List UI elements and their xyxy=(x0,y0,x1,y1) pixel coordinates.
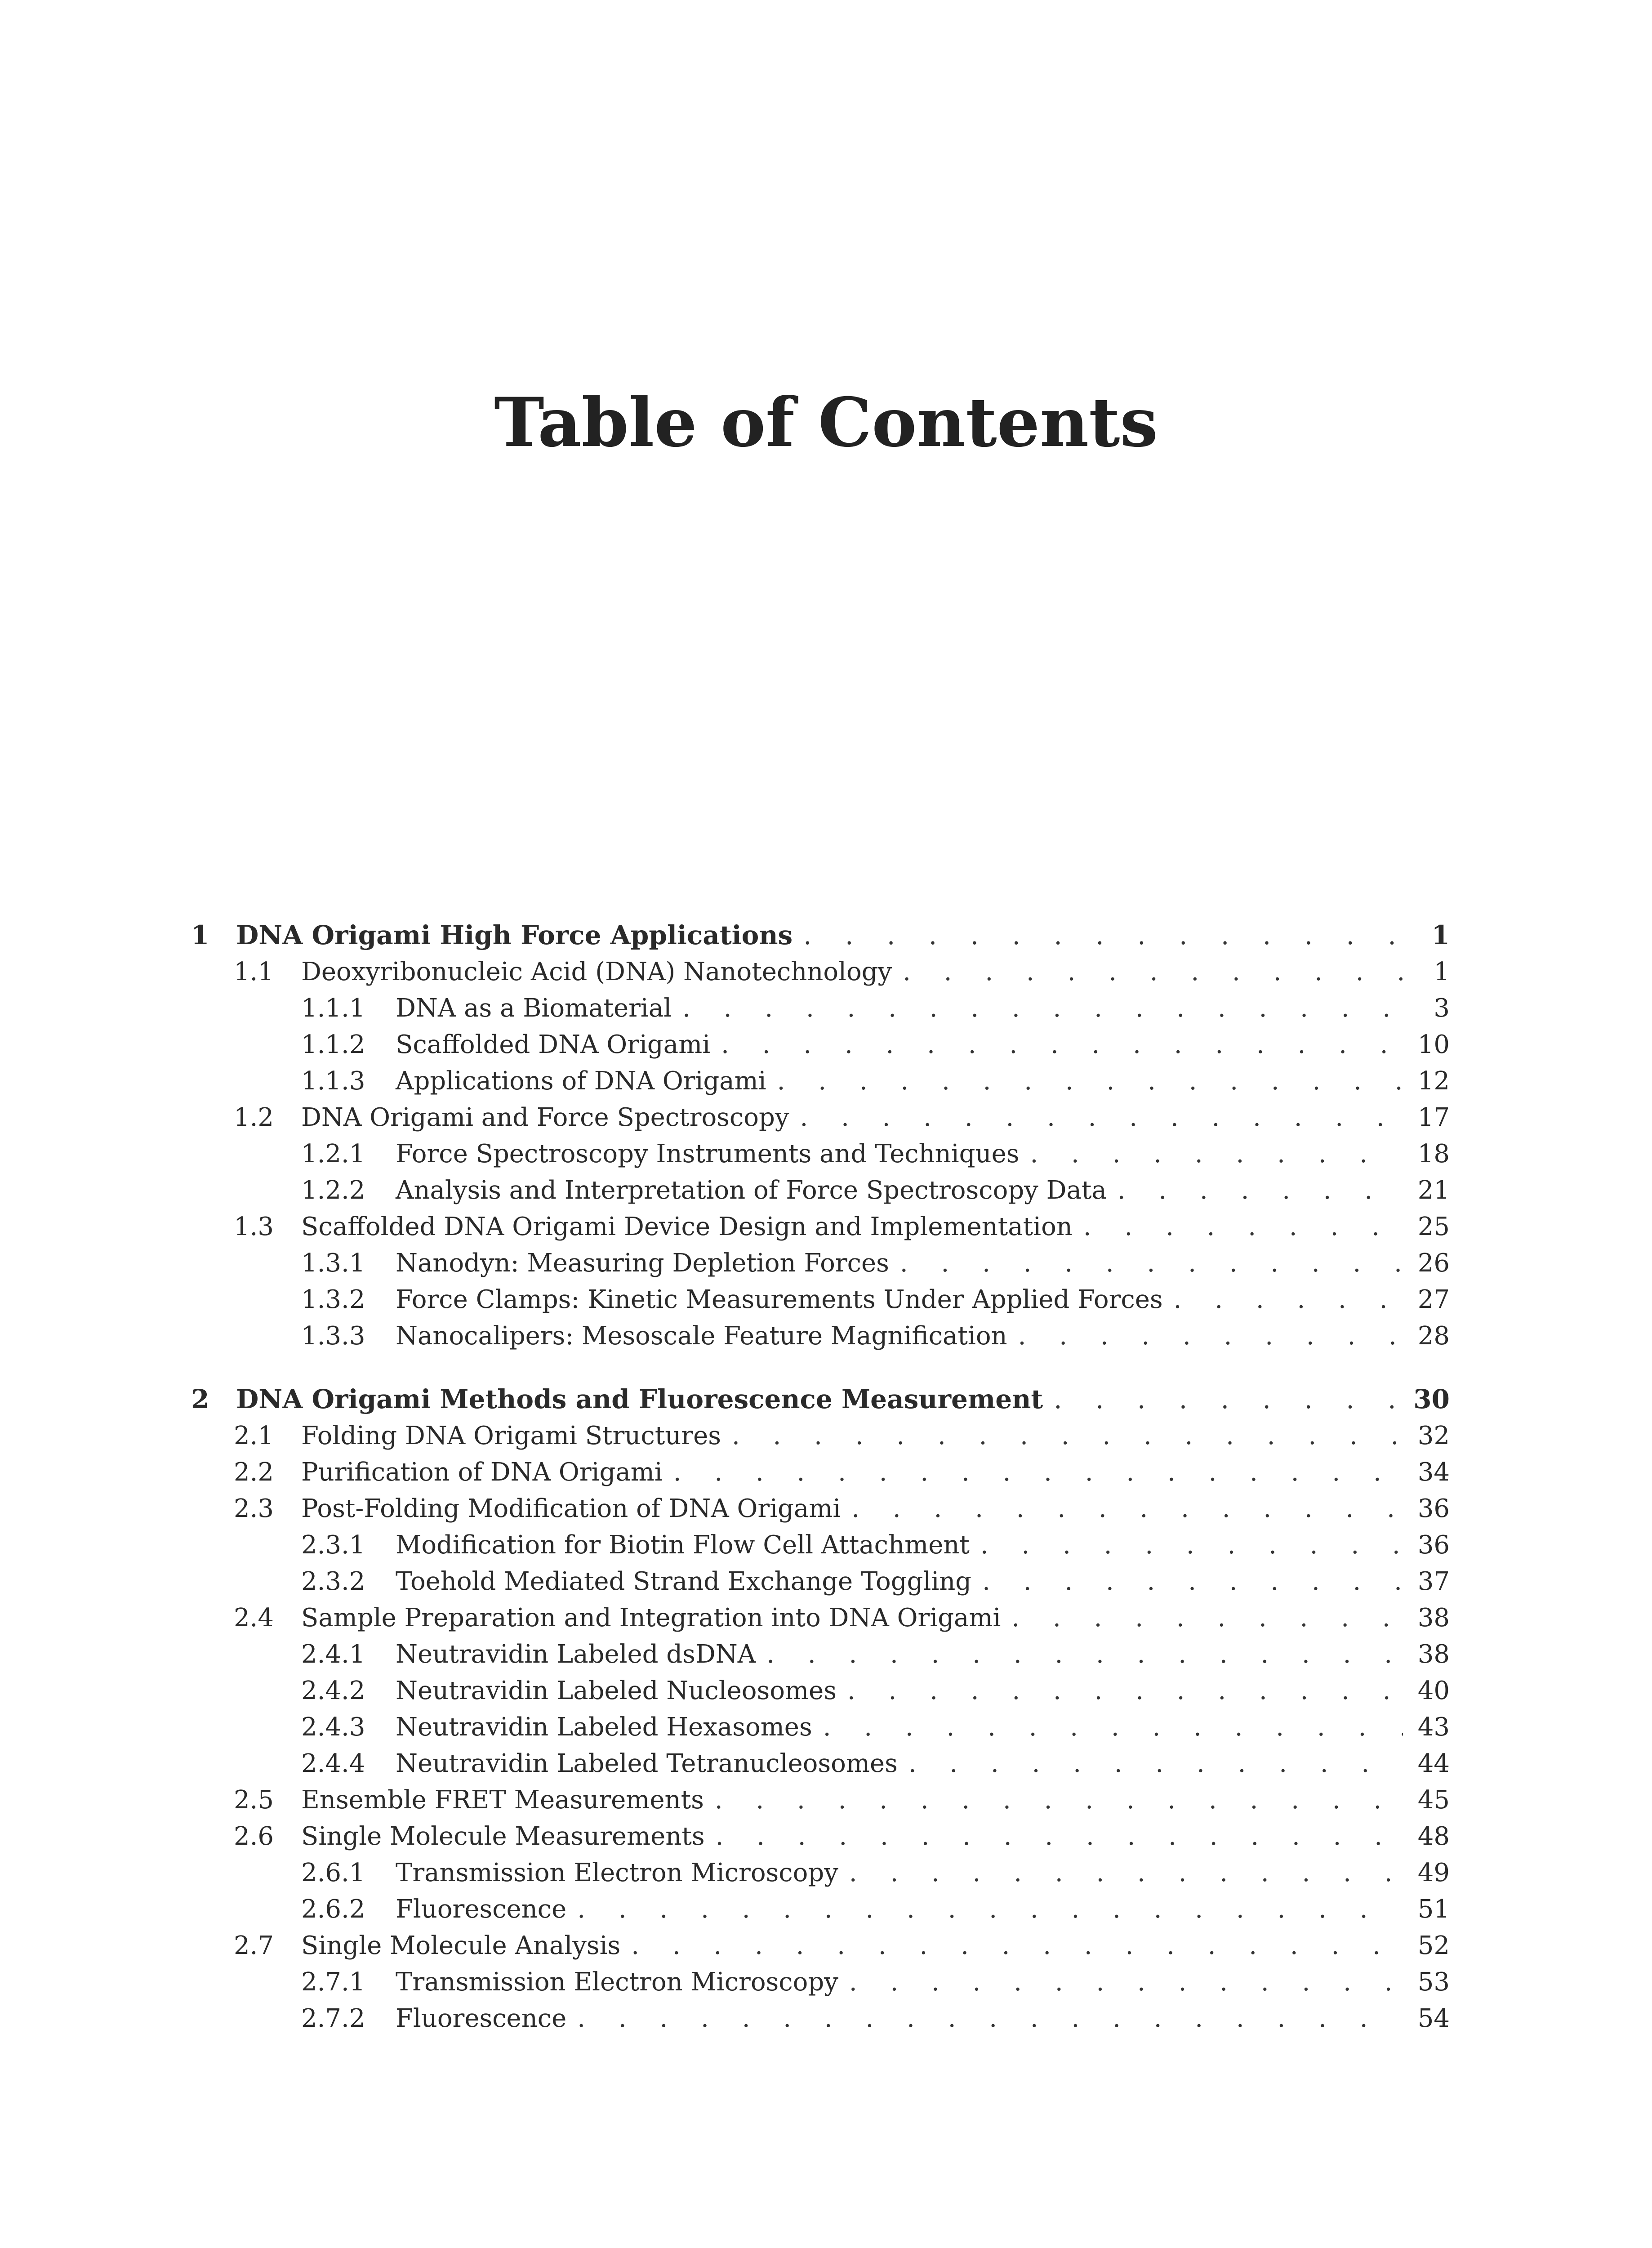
toc-entry-title: Transmission Electron Microscopy xyxy=(396,1858,838,1887)
toc-entry-number: 2.4.3 xyxy=(301,1713,365,1742)
toc-entry-title: Single Molecule Measurements xyxy=(301,1822,705,1851)
toc-dot-leader xyxy=(803,917,1403,954)
toc-entry-number: 1.2 xyxy=(234,1103,274,1132)
toc-dot-leader xyxy=(1083,1209,1403,1245)
toc-entry[interactable] xyxy=(191,1099,1450,1136)
toc-entry-page-number: 12 xyxy=(1417,1066,1450,1096)
toc-entry-title: Force Spectroscopy Instruments and Techniques xyxy=(396,1139,1020,1169)
toc-entry[interactable] xyxy=(191,954,1450,990)
page-title: Table of Contents xyxy=(494,383,1158,462)
toc-entry[interactable] xyxy=(191,917,1450,954)
toc-entry-page-number: 27 xyxy=(1417,1285,1450,1314)
toc-entry[interactable] xyxy=(191,1172,1450,1209)
toc-entry-page-number: 30 xyxy=(1413,1384,1450,1414)
toc-entry-page-number: 25 xyxy=(1417,1212,1450,1241)
toc-entry-page-number: 28 xyxy=(1417,1321,1450,1351)
toc-entry-page-number: 44 xyxy=(1417,1749,1450,1778)
toc-entry-title: Modification for Biotin Flow Cell Attachment xyxy=(396,1530,970,1560)
toc-entry-page-number: 53 xyxy=(1417,1967,1450,1997)
table-of-contents xyxy=(191,917,1450,2037)
toc-entry-page-number: 36 xyxy=(1417,1530,1450,1560)
toc-entry[interactable] xyxy=(191,1527,1450,1563)
toc-dot-leader xyxy=(823,1709,1403,1745)
toc-entry-number: 2.4.1 xyxy=(301,1640,365,1669)
toc-dot-leader xyxy=(800,1099,1403,1136)
toc-entry-number: 2.2 xyxy=(234,1458,274,1487)
toc-entry[interactable] xyxy=(191,2000,1450,2037)
toc-entry-page-number: 38 xyxy=(1417,1640,1450,1669)
toc-dot-leader xyxy=(903,954,1403,990)
toc-dot-leader xyxy=(766,1636,1403,1673)
toc-entry-page-number: 32 xyxy=(1417,1421,1450,1450)
toc-entry[interactable] xyxy=(191,1600,1450,1636)
toc-dot-leader xyxy=(849,1964,1403,2000)
toc-entry-number: 2.4.4 xyxy=(301,1749,365,1778)
toc-entry-page-number: 21 xyxy=(1417,1176,1450,1205)
toc-entry-number: 2 xyxy=(191,1384,209,1414)
toc-entry-title: Purification of DNA Origami xyxy=(301,1458,663,1487)
toc-entry-number: 1.3.2 xyxy=(301,1285,365,1314)
toc-entry-number: 2.7.1 xyxy=(301,1967,365,1997)
toc-entry[interactable] xyxy=(191,1318,1450,1354)
toc-entry[interactable] xyxy=(191,1782,1450,1818)
toc-dot-leader xyxy=(631,1927,1403,1964)
toc-dot-leader xyxy=(715,1782,1403,1818)
toc-dot-leader xyxy=(1054,1381,1403,1418)
toc-dot-leader xyxy=(716,1818,1403,1855)
toc-entry[interactable] xyxy=(191,1745,1450,1782)
toc-entry-title: Applications of DNA Origami xyxy=(396,1066,766,1096)
toc-entry-number: 1.3 xyxy=(234,1212,274,1241)
toc-entry-title: Toehold Mediated Strand Exchange Toggling xyxy=(396,1567,972,1596)
toc-dot-leader xyxy=(777,1063,1403,1099)
toc-entry-title: Nanodyn: Measuring Depletion Forces xyxy=(396,1249,889,1278)
toc-entry-title: Neutravidin Labeled Nucleosomes xyxy=(396,1676,837,1705)
toc-entry-title: Ensemble FRET Measurements xyxy=(301,1785,704,1815)
toc-entry-title: Neutravidin Labeled Tetranucleosomes xyxy=(396,1749,898,1778)
toc-entry-page-number: 17 xyxy=(1417,1103,1450,1132)
toc-entry-page-number: 48 xyxy=(1417,1822,1450,1851)
toc-dot-leader xyxy=(721,1026,1403,1063)
toc-entry-page-number: 43 xyxy=(1417,1713,1450,1742)
toc-entry-title: Analysis and Interpretation of Force Spectroscopy Data xyxy=(396,1176,1107,1205)
toc-entry-number: 2.5 xyxy=(234,1785,274,1815)
toc-entry-number: 1.3.1 xyxy=(301,1249,365,1278)
toc-entry-title: Neutravidin Labeled Hexasomes xyxy=(396,1713,812,1742)
toc-entry-number: 2.3.1 xyxy=(301,1530,365,1560)
toc-entry-number: 1.1.3 xyxy=(301,1066,365,1096)
toc-entry[interactable] xyxy=(191,990,1450,1026)
toc-entry-number: 1.2.2 xyxy=(301,1176,365,1205)
toc-entry[interactable] xyxy=(191,1281,1450,1318)
toc-entry-title: DNA Origami Methods and Fluorescence Measurement xyxy=(236,1384,1043,1414)
toc-dot-leader xyxy=(851,1490,1403,1527)
toc-entry-page-number: 26 xyxy=(1417,1249,1450,1278)
toc-entry-number: 2.3 xyxy=(234,1494,274,1523)
toc-entry-title: Folding DNA Origami Structures xyxy=(301,1421,721,1450)
toc-entry-number: 2.4 xyxy=(234,1603,274,1632)
toc-entry-title: Fluorescence xyxy=(396,2004,567,2033)
toc-entry-title: Scaffolded DNA Origami Device Design and Implementation xyxy=(301,1212,1073,1241)
toc-entry[interactable] xyxy=(191,1418,1450,1454)
toc-entry-number: 1 xyxy=(191,920,209,950)
toc-entry[interactable] xyxy=(191,1891,1450,1927)
toc-entry-number: 1.2.1 xyxy=(301,1139,365,1169)
toc-entry-title: Sample Preparation and Integration into DNA Origami xyxy=(301,1603,1001,1632)
toc-entry-title: Nanocalipers: Mesoscale Feature Magnification xyxy=(396,1321,1007,1351)
toc-entry-number: 1.1.2 xyxy=(301,1030,365,1059)
toc-entry-title: Deoxyribonucleic Acid (DNA) Nanotechnology xyxy=(301,957,892,986)
toc-entry-number: 2.6 xyxy=(234,1822,274,1851)
toc-entry[interactable] xyxy=(191,1245,1450,1281)
toc-dot-leader xyxy=(732,1418,1403,1454)
toc-entry-title: DNA Origami and Force Spectroscopy xyxy=(301,1103,789,1132)
toc-entry[interactable] xyxy=(191,1209,1450,1245)
toc-entry-page-number: 40 xyxy=(1417,1676,1450,1705)
toc-entry[interactable] xyxy=(191,1490,1450,1527)
toc-entry-title: Force Clamps: Kinetic Measurements Under Applied Forces xyxy=(396,1285,1163,1314)
toc-dot-leader xyxy=(849,1855,1403,1891)
toc-entry[interactable] xyxy=(191,1136,1450,1172)
toc-entry-title: DNA as a Biomaterial xyxy=(396,994,672,1023)
toc-entry-page-number: 49 xyxy=(1417,1858,1450,1887)
toc-entry-number: 2.7 xyxy=(234,1931,274,1960)
toc-entry-page-number: 18 xyxy=(1417,1139,1450,1169)
toc-dot-leader xyxy=(577,2000,1403,2037)
toc-entry-page-number: 54 xyxy=(1417,2004,1450,2033)
toc-entry[interactable] xyxy=(191,1063,1450,1099)
toc-entry-page-number: 3 xyxy=(1434,994,1450,1023)
toc-entry-number: 1.1.1 xyxy=(301,994,365,1023)
toc-entry-number: 2.7.2 xyxy=(301,2004,365,2033)
toc-entry[interactable] xyxy=(191,1927,1450,1964)
toc-entry-page-number: 37 xyxy=(1417,1567,1450,1596)
toc-entry-number: 2.6.2 xyxy=(301,1895,365,1924)
toc-entry-number: 2.1 xyxy=(234,1421,274,1450)
toc-dot-leader xyxy=(682,990,1403,1026)
toc-dot-leader xyxy=(1011,1600,1403,1636)
toc-entry[interactable] xyxy=(191,1454,1450,1490)
toc-entry[interactable] xyxy=(191,1855,1450,1891)
toc-dot-leader xyxy=(1118,1172,1403,1209)
toc-entry-title: Post-Folding Modification of DNA Origami xyxy=(301,1494,841,1523)
toc-dot-leader xyxy=(847,1673,1403,1709)
toc-entry[interactable] xyxy=(191,1964,1450,2000)
toc-entry-title: Single Molecule Analysis xyxy=(301,1931,621,1960)
toc-dot-leader xyxy=(908,1745,1403,1782)
toc-entry-number: 1.3.3 xyxy=(301,1321,365,1351)
toc-entry-page-number: 1 xyxy=(1434,957,1450,986)
toc-entry[interactable] xyxy=(191,1563,1450,1600)
toc-entry-number: 2.3.2 xyxy=(301,1567,365,1596)
toc-dot-leader xyxy=(1030,1136,1403,1172)
toc-entry-number: 2.4.2 xyxy=(301,1676,365,1705)
toc-entry[interactable] xyxy=(191,1709,1450,1745)
toc-entry-page-number: 45 xyxy=(1417,1785,1450,1815)
toc-dot-leader xyxy=(1018,1318,1403,1354)
toc-dot-leader xyxy=(577,1891,1403,1927)
toc-entry-title: Scaffolded DNA Origami xyxy=(396,1030,711,1059)
toc-entry-page-number: 51 xyxy=(1417,1895,1450,1924)
toc-dot-leader xyxy=(900,1245,1403,1281)
toc-entry-number: 1.1 xyxy=(234,957,274,986)
toc-entry-page-number: 10 xyxy=(1417,1030,1450,1059)
toc-entry-title: Neutravidin Labeled dsDNA xyxy=(396,1640,756,1669)
toc-dot-leader xyxy=(1174,1281,1403,1318)
toc-entry-title: Fluorescence xyxy=(396,1895,567,1924)
toc-entry[interactable] xyxy=(191,1381,1450,1418)
toc-entry-page-number: 38 xyxy=(1417,1603,1450,1632)
toc-entry[interactable] xyxy=(191,1026,1450,1063)
toc-entry-page-number: 34 xyxy=(1417,1458,1450,1487)
toc-entry-title: DNA Origami High Force Applications xyxy=(236,920,793,950)
toc-entry-title: Transmission Electron Microscopy xyxy=(396,1967,838,1997)
toc-entry-page-number: 1 xyxy=(1431,920,1450,950)
toc-dot-leader xyxy=(982,1563,1403,1600)
toc-entry-number: 2.6.1 xyxy=(301,1858,365,1887)
toc-entry[interactable] xyxy=(191,1636,1450,1673)
toc-entry-page-number: 36 xyxy=(1417,1494,1450,1523)
toc-dot-leader xyxy=(980,1527,1403,1563)
toc-entry[interactable] xyxy=(191,1818,1450,1855)
toc-entry[interactable] xyxy=(191,1673,1450,1709)
toc-dot-leader xyxy=(673,1454,1403,1490)
toc-entry-page-number: 52 xyxy=(1417,1931,1450,1960)
